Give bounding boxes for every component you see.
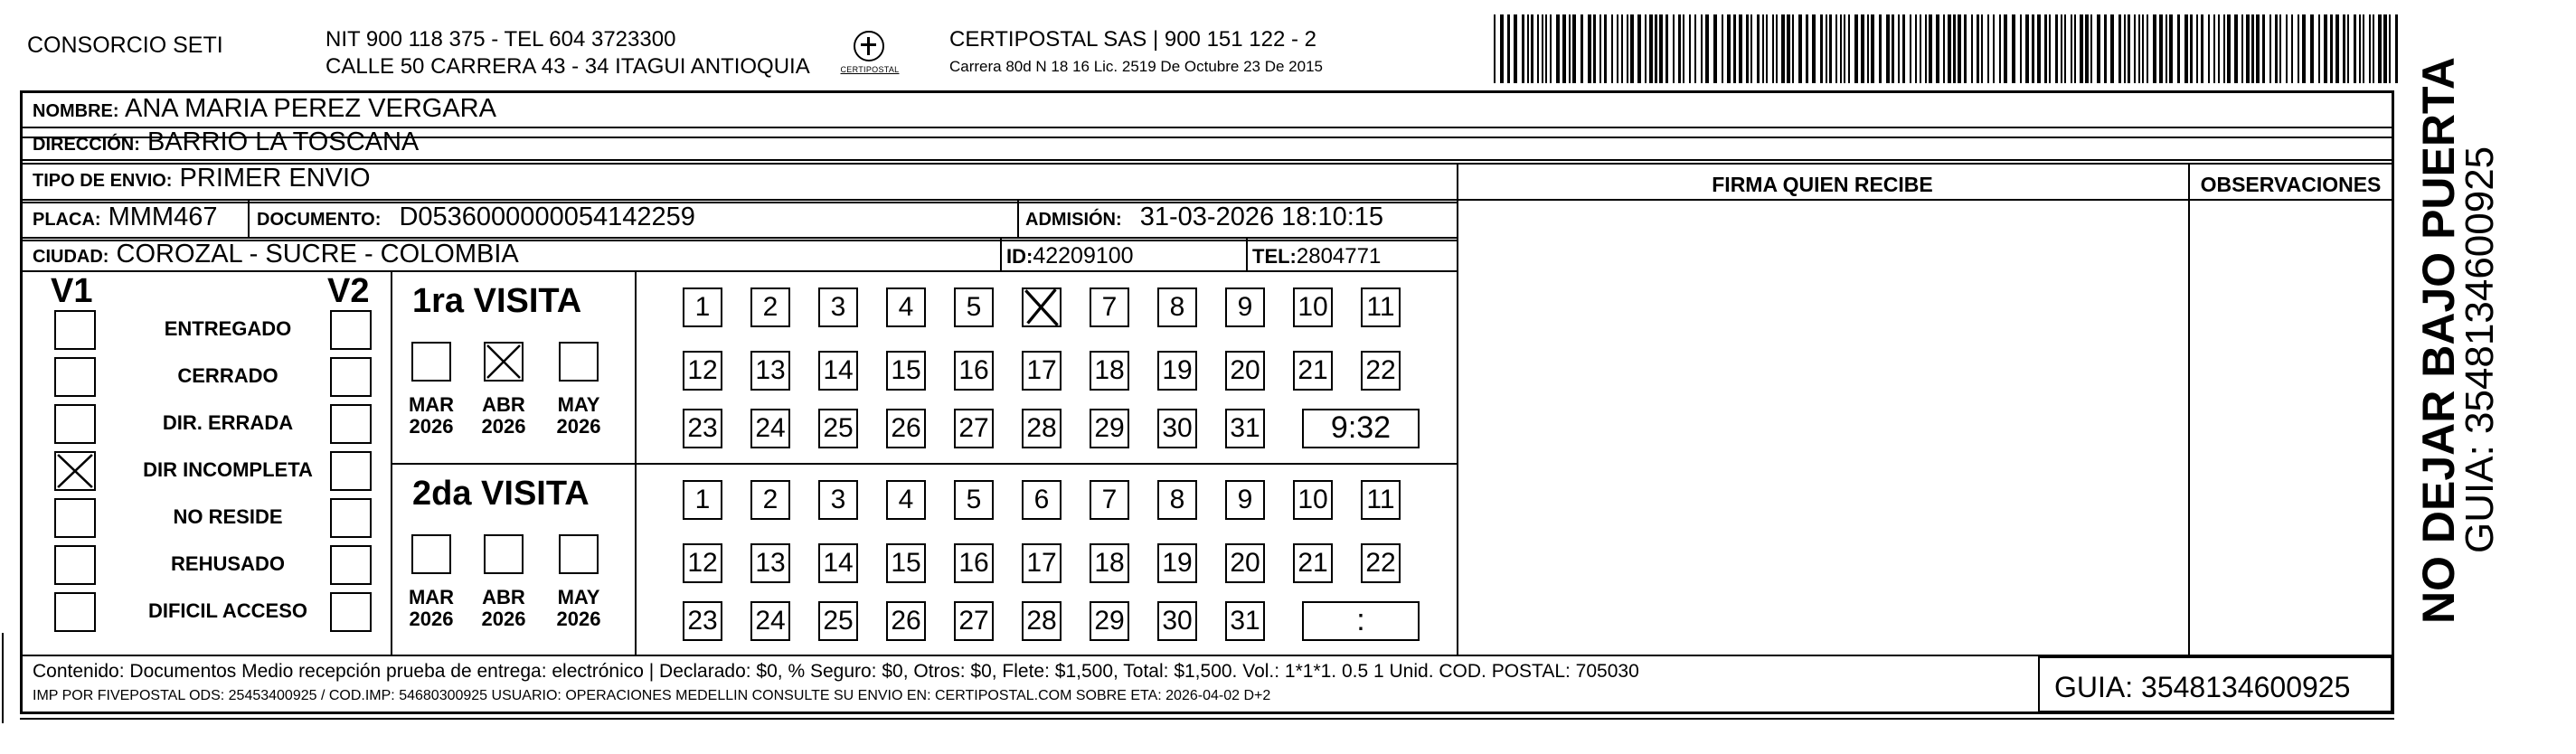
day-box[interactable]: 26 — [886, 601, 926, 641]
day-box[interactable]: 13 — [750, 543, 790, 583]
day-box[interactable]: 17 — [1022, 543, 1062, 583]
day-box[interactable]: 2 — [750, 287, 790, 327]
day-box[interactable]: 21 — [1293, 351, 1333, 391]
month-checkbox[interactable] — [484, 534, 524, 574]
day-box[interactable]: 18 — [1090, 543, 1129, 583]
day-box[interactable]: 8 — [1157, 287, 1197, 327]
day-box[interactable]: 8 — [1157, 480, 1197, 520]
v2-checkbox[interactable] — [330, 404, 372, 444]
day-box[interactable]: 22 — [1361, 351, 1401, 391]
v2-checkbox[interactable] — [330, 310, 372, 350]
day-box[interactable]: 4 — [886, 480, 926, 520]
footer-contenido: Contenido: Documentos Medio recepción prueba de entrega: electrónico | Declarado: $0, % Seguro: $0, Otros: $0, Flete: $1,500, Total: $1,500. Vol.: 1*1*1. 0.5 1 Unid. COD. POSTAL: 705030 — [33, 661, 1639, 682]
direccion-label: DIRECCIÓN: — [33, 135, 140, 155]
day-box[interactable]: 9 — [1225, 480, 1265, 520]
month-label: ABR 2026 — [481, 393, 526, 438]
status-label: NO RESIDE — [173, 505, 283, 528]
v2-checkbox[interactable] — [330, 545, 372, 585]
day-box[interactable]: 24 — [750, 409, 790, 448]
footer-guia: GUIA: 3548134600925 — [2054, 671, 2351, 703]
v1-checkbox[interactable] — [54, 498, 96, 538]
day-box[interactable]: 3 — [818, 480, 858, 520]
tel-value: 2804771 — [1296, 244, 1382, 269]
tel-label: TEL: — [1252, 245, 1297, 268]
visit-title: 1ra VISITA — [412, 282, 582, 320]
day-box[interactable]: 5 — [954, 480, 994, 520]
month-label: MAR 2026 — [408, 393, 455, 438]
day-box[interactable]: 10 — [1293, 287, 1333, 327]
day-box[interactable]: 7 — [1090, 480, 1129, 520]
day-box[interactable]: 30 — [1157, 409, 1197, 448]
day-box[interactable]: 27 — [954, 601, 994, 641]
placa-label: PLACA: — [33, 210, 101, 230]
day-box[interactable]: 12 — [683, 351, 722, 391]
no-dejar-text: NO DEJAR BAJO PUERTA — [2413, 57, 2464, 624]
nombre-value: ANA MARIA PEREZ VERGARA — [125, 94, 496, 123]
month-checkbox[interactable] — [411, 534, 451, 574]
month-label: MAY 2026 — [556, 586, 601, 631]
day-box[interactable]: 29 — [1090, 409, 1129, 448]
day-box[interactable]: 9 — [1225, 287, 1265, 327]
day-box[interactable]: 23 — [683, 601, 722, 641]
day-box[interactable]: 14 — [818, 351, 858, 391]
company-name: CONSORCIO SETI — [27, 33, 223, 58]
v2-checkbox[interactable] — [330, 451, 372, 491]
v1-checkbox[interactable] — [54, 357, 96, 397]
documento-label: DOCUMENTO: — [257, 210, 382, 230]
visit-time[interactable]: 9:32 — [1302, 409, 1420, 448]
id-value: 42209100 — [1033, 243, 1134, 269]
day-box[interactable]: 21 — [1293, 543, 1333, 583]
visit-title: 2da VISITA — [412, 475, 590, 513]
v2-checkbox[interactable] — [330, 357, 372, 397]
status-label: DIR INCOMPLETA — [143, 458, 313, 481]
day-box[interactable]: 16 — [954, 543, 994, 583]
admision-value: 31-03-2026 18:10:15 — [1139, 203, 1384, 231]
day-box[interactable]: 23 — [683, 409, 722, 448]
logo-icon — [854, 31, 884, 61]
ciudad-label: CIUDAD: — [33, 247, 109, 267]
day-box[interactable]: 5 — [954, 287, 994, 327]
day-box[interactable]: 6 — [1022, 480, 1062, 520]
day-box[interactable]: 10 — [1293, 480, 1333, 520]
day-box[interactable]: 28 — [1022, 601, 1062, 641]
day-box[interactable]: 31 — [1225, 601, 1265, 641]
status-label: DIFICIL ACCESO — [147, 599, 307, 622]
certipostal-logo — [834, 31, 906, 83]
placa-value: MMM467 — [108, 203, 218, 231]
observaciones-header: OBSERVACIONES — [2200, 173, 2382, 196]
documento-value: D0536000000054142259 — [399, 203, 695, 231]
status-label: DIR. ERRADA — [162, 411, 294, 434]
visit-time[interactable]: : — [1302, 601, 1420, 641]
status-label: REHUSADO — [171, 552, 285, 575]
day-box[interactable]: 1 — [683, 480, 722, 520]
day-box[interactable]: 7 — [1090, 287, 1129, 327]
carrier-license: Carrera 80d N 18 16 Lic. 2519 De Octubre 23 De 2015 — [949, 58, 1323, 75]
id-label: ID: — [1006, 245, 1033, 268]
day-box[interactable]: 22 — [1361, 543, 1401, 583]
month-label: MAY 2026 — [556, 393, 601, 438]
month-checkbox[interactable] — [411, 342, 451, 382]
logo-text: CERTIPOSTAL — [840, 65, 900, 74]
day-box[interactable]: 15 — [886, 543, 926, 583]
footer-imp: IMP POR FIVEPOSTAL ODS: 25453400925 / COD.IMP: 54680300925 USUARIO: OPERACIONES MEDELLIN CONSULTE SU ENVIO EN: CERTIPOSTAL.COM SOBRE ETA: 2026-04-02 D+2 — [33, 688, 1271, 703]
v1-checkbox[interactable] — [54, 404, 96, 444]
ciudad-value: COROZAL - SUCRE - COLOMBIA — [116, 240, 519, 269]
day-box[interactable]: 25 — [818, 601, 858, 641]
firma-header: FIRMA QUIEN RECIBE — [1712, 173, 1933, 196]
day-box[interactable]: 2 — [750, 480, 790, 520]
status-label: ENTREGADO — [164, 317, 292, 340]
v1-checkbox[interactable] — [54, 451, 96, 491]
admision-label: ADMISIÓN: — [1025, 210, 1122, 230]
day-box[interactable]: 18 — [1090, 351, 1129, 391]
month-label: MAR 2026 — [408, 586, 455, 631]
day-box[interactable]: 31 — [1225, 409, 1265, 448]
status-label: CERRADO — [177, 364, 278, 387]
day-box[interactable]: 30 — [1157, 601, 1197, 641]
day-box[interactable]: 28 — [1022, 409, 1062, 448]
carrier-name: CERTIPOSTAL SAS | 900 151 122 - 2 — [949, 27, 1316, 52]
day-box[interactable]: 3 — [818, 287, 858, 327]
day-box[interactable]: 19 — [1157, 351, 1197, 391]
tipo-envio-label: TIPO DE ENVIO: — [33, 171, 173, 191]
v1-header: V1 — [51, 272, 93, 310]
month-checkbox[interactable] — [559, 534, 599, 574]
v1-checkbox[interactable] — [54, 310, 96, 350]
day-box[interactable]: 1 — [683, 287, 722, 327]
side-guia-text: GUIA: 3548134600925 — [2458, 146, 2502, 553]
v1-checkbox[interactable] — [54, 545, 96, 585]
month-checkbox[interactable] — [484, 342, 524, 382]
day-box[interactable]: 25 — [818, 409, 858, 448]
nombre-label: NOMBRE: — [33, 101, 119, 121]
day-check-mark — [1022, 287, 1062, 327]
month-checkbox[interactable] — [559, 342, 599, 382]
day-box[interactable]: 17 — [1022, 351, 1062, 391]
day-box[interactable]: 4 — [886, 287, 926, 327]
v2-checkbox[interactable] — [330, 498, 372, 538]
day-box[interactable]: 29 — [1090, 601, 1129, 641]
day-box[interactable]: 20 — [1225, 351, 1265, 391]
day-box[interactable]: 20 — [1225, 543, 1265, 583]
day-box[interactable]: 15 — [886, 351, 926, 391]
day-box[interactable]: 11 — [1361, 480, 1401, 520]
direccion-value: BARRIO LA TOSCANA — [146, 127, 420, 156]
barcode — [1494, 14, 2398, 83]
day-box[interactable]: 14 — [818, 543, 858, 583]
day-box[interactable]: 24 — [750, 601, 790, 641]
day-box[interactable]: 26 — [886, 409, 926, 448]
day-box[interactable]: 11 — [1361, 287, 1401, 327]
day-box[interactable]: 16 — [954, 351, 994, 391]
day-box[interactable]: 12 — [683, 543, 722, 583]
tipo-envio-value: PRIMER ENVIO — [179, 164, 371, 193]
v1-checkbox[interactable] — [54, 592, 96, 632]
company-nit: NIT 900 118 375 - TEL 604 3723300 — [326, 27, 676, 52]
day-box[interactable]: 19 — [1157, 543, 1197, 583]
month-label: ABR 2026 — [481, 586, 526, 631]
v2-header: V2 — [327, 272, 370, 310]
day-box[interactable]: 13 — [750, 351, 790, 391]
company-address: CALLE 50 CARRERA 43 - 34 ITAGUI ANTIOQUIA — [326, 54, 810, 79]
day-box[interactable]: 27 — [954, 409, 994, 448]
v2-checkbox[interactable] — [330, 592, 372, 632]
